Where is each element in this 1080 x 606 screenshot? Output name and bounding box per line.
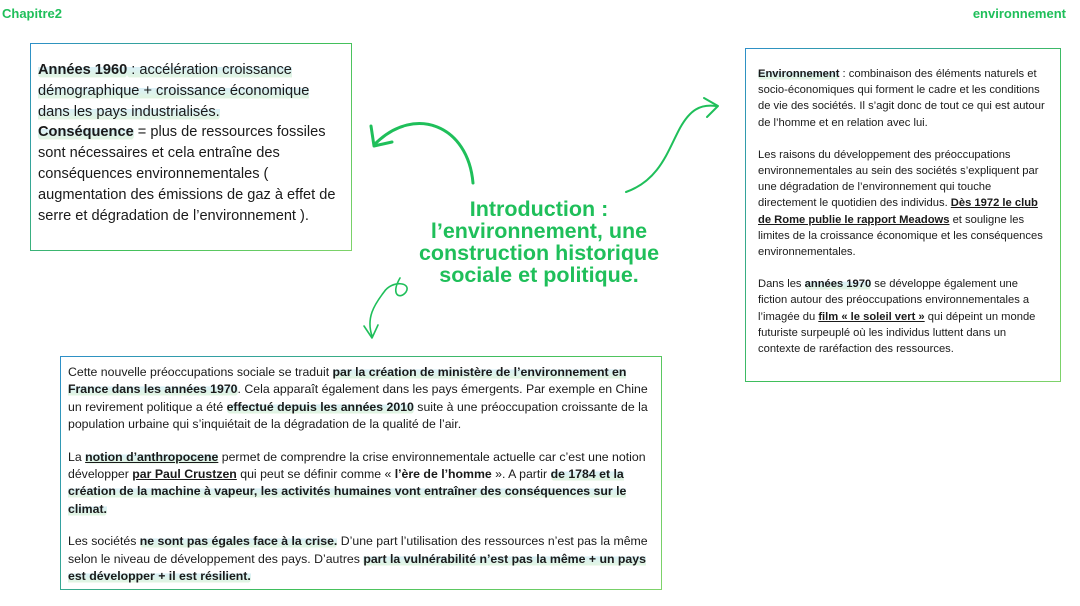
steam-engine-text: de 1784 et la création de la machine à vapeur, les activités humaines vont entraîner des conséquences sur le climat. [68, 467, 627, 516]
years-1960-label: Années 1960 [38, 62, 128, 78]
box3-p3-c: D’une part l’utilisation des ressources n’est pas la même selon le niveau de développement des pays. D’autres [68, 534, 648, 566]
arrow-to-anthropocene-icon [370, 278, 407, 336]
box1-p1-text: : accélération croissance démographique + croissance économique dans les pays industrialisés. [38, 62, 310, 120]
box2-p1-text: : combinaison des éléments naturels et socio-économiques qui forment le cadre et les conditions de vie des sociétés. Il s’agit donc de tout ce qui est autour de l’homme et en relation avec lui. [758, 68, 1045, 129]
ministry-creation-text: par la création de ministère de l’environnement en France dans les années 1970 [68, 365, 627, 397]
environnement-label: Environnement [758, 68, 840, 80]
ere-homme-text: l’ère de l’homme [394, 467, 492, 482]
paul-crustzen-text: par Paul Crustzen [132, 467, 237, 482]
box3-p3-a: Les sociétés [68, 534, 140, 549]
vulnerability-text: part la vulnérabilité n’est pas la même + un pays est développer + il est résilient. [68, 551, 646, 584]
box3-p2-a: La [68, 449, 86, 464]
page-title: Introduction : l’environnement, une construction historique sociale et politique. [418, 197, 660, 287]
anthropocene-notion-text: notion d’anthropocene [85, 449, 219, 464]
box3-p2-c: permet de comprendre la crise environnementale actuelle car c’est une notion développer [68, 449, 646, 482]
box3-p1-a: Cette nouvelle préoccupations sociale se traduit [68, 365, 333, 379]
meadows-report-text: Dès 1972 le club de Rome publie le rapport Meadows [758, 197, 1038, 226]
inequality-text: ne sont pas égales face à la crise. [139, 534, 338, 549]
box2-p2-start: Les raisons du développement des préoccupations environnementales au sein des sociétés s’expliquent par une dégradation de l’environnement qui touche directement le quotidien des individus. [758, 148, 1039, 210]
arrow-to-1960s-icon [376, 124, 473, 183]
years-1970-label: années 1970 [804, 278, 872, 291]
topic-label: environnement [972, 6, 1066, 21]
box3-p2-g: ». A partir [491, 467, 551, 482]
box2-p2-end: et souligne les limites de la croissance économique et les conséquences environnementales. [758, 213, 1043, 259]
box2-p3-start: Dans les [758, 278, 805, 291]
box2-p3-end: qui dépeint un monde futuriste surpeuplé où les individus luttent dans un contexte de raréfaction des ressources. [758, 310, 1036, 356]
arrow-head-definition-icon [704, 98, 718, 117]
consequence-label: Conséquence [38, 124, 134, 141]
since-2010-text: effectué depuis les années 2010 [226, 399, 414, 414]
box1-p2-text: = plus de ressources fossiles sont nécessaires et cela entraîne des conséquences environnementales ( augmentation des émissions de gaz à effet de serre et dégradation de l’environnement ). [38, 124, 336, 224]
chapter-label: Chapitre2 [2, 6, 62, 21]
soleil-vert-film-text: film « le soleil vert » [818, 310, 925, 323]
box3-p1-c: . Cela apparaît également dans les pays émergents. Par exemple en Chine un revirement politique a été [68, 382, 648, 414]
box2-p3-mid: se développe également une fiction autour des préoccupations environnementales a l’imagée du [758, 278, 1030, 323]
arrow-to-definition-icon [626, 106, 716, 192]
box3-p2-e: qui peut se définir comme « [236, 467, 395, 482]
arrow-head-1960s-icon [371, 126, 392, 146]
box3-p1-e: suite à une préoccupation croissante de la population urbaine qui s’inquiétait de la dégradation de la qualité de l’air. [68, 399, 648, 432]
